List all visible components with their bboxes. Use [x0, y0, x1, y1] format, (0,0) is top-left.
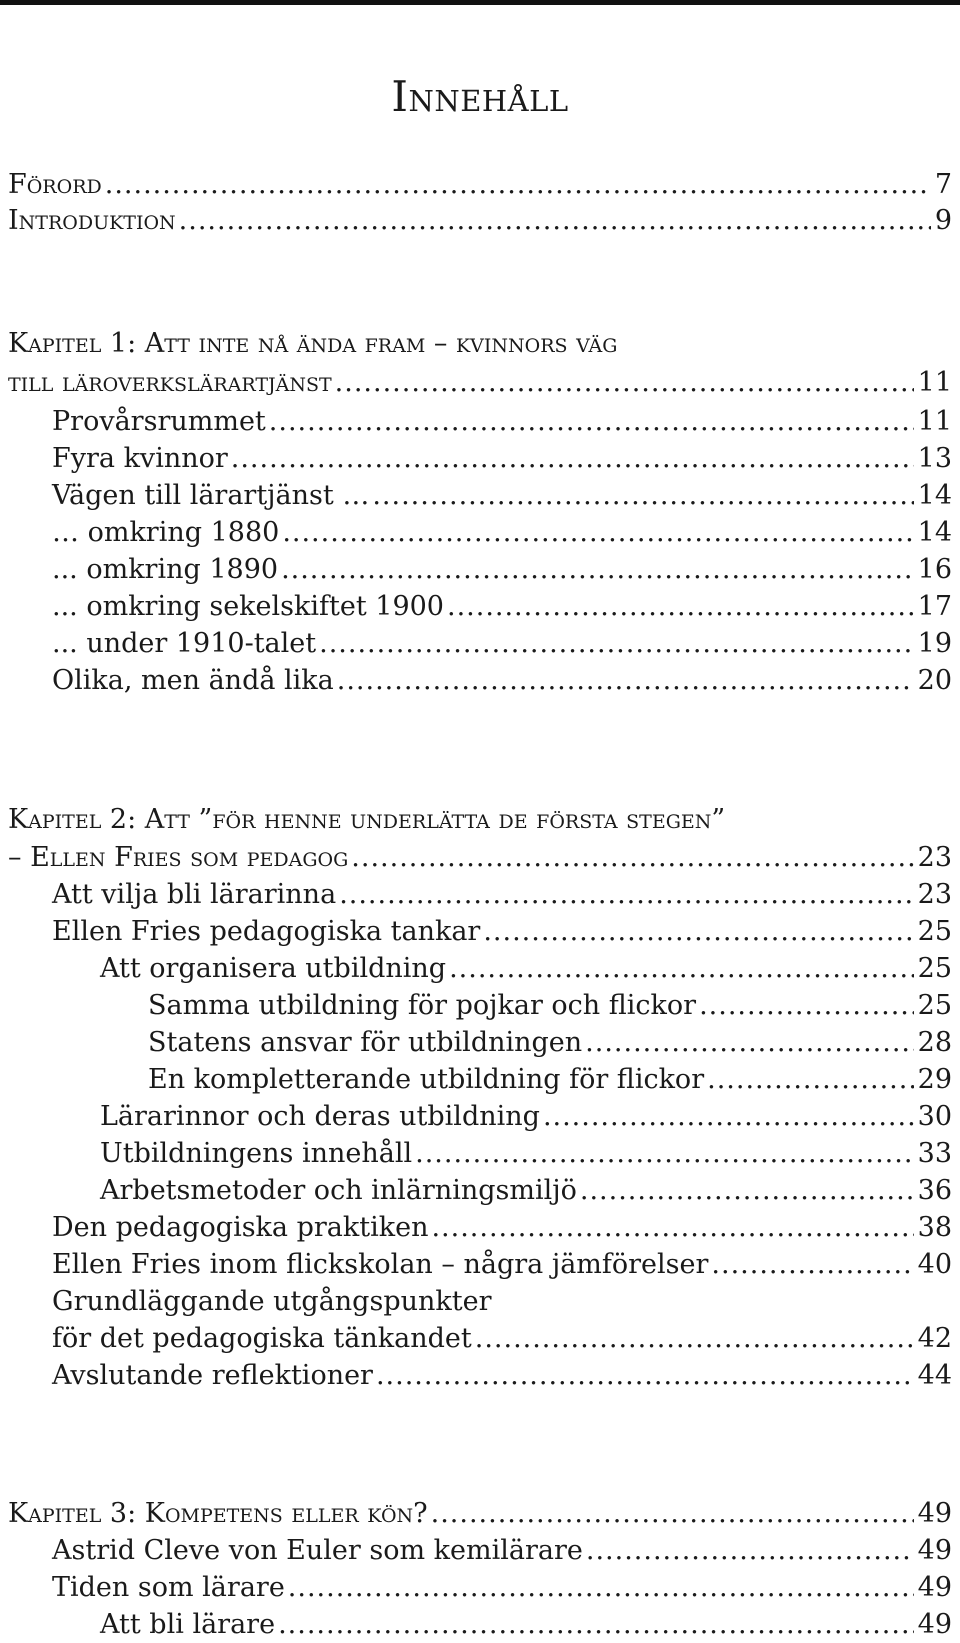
toc-entry[interactable] — [52, 1211, 952, 1245]
dot-leader — [376, 1359, 914, 1393]
dot-leader — [335, 366, 914, 400]
dot-leader — [543, 1100, 914, 1134]
toc-entry-label: Samma utbildning för pojkar och flickor — [148, 990, 697, 1021]
dot-leader — [288, 1571, 914, 1605]
toc-page-number: 11 — [917, 406, 952, 437]
toc-page-number: 20 — [917, 665, 952, 696]
toc-entry[interactable] — [52, 915, 952, 949]
toc-entry[interactable] — [52, 1571, 952, 1605]
toc-page-number: 25 — [917, 916, 952, 947]
toc-page-number: 49 — [917, 1572, 952, 1603]
toc-page-number: 23 — [917, 879, 952, 910]
dot-leader — [337, 664, 914, 698]
toc-entry[interactable] — [52, 516, 952, 550]
toc-entry-label: En kompletterande utbildning för flickor — [148, 1064, 705, 1095]
toc-page-number: 14 — [917, 480, 952, 511]
toc-entry-label: Provårsrummet — [52, 406, 266, 437]
dot-leader — [319, 627, 914, 661]
toc-entry[interactable] — [52, 1322, 952, 1356]
dot-leader — [431, 1497, 914, 1531]
toc-page-number: 33 — [917, 1138, 952, 1169]
dot-leader — [339, 878, 913, 912]
dot-leader — [483, 915, 913, 949]
chapter3-heading[interactable] — [8, 1497, 952, 1531]
toc-page-number: 42 — [917, 1323, 952, 1354]
toc-page-number: 13 — [917, 443, 952, 474]
toc-entry-label: Arbetsmetoder och inlärningsmiljö — [100, 1175, 577, 1206]
toc-page-number: 49 — [917, 1498, 952, 1529]
toc-page-number: 30 — [917, 1101, 952, 1132]
toc-entry[interactable] — [100, 952, 952, 986]
dot-leader — [447, 590, 914, 624]
toc-page-number: 7 — [934, 169, 952, 200]
toc-page-number: 28 — [917, 1027, 952, 1058]
toc-entry-forord[interactable] — [8, 168, 952, 202]
toc-entry[interactable] — [100, 1137, 952, 1171]
dot-leader — [580, 1174, 914, 1208]
toc-entry-label: Lärarinnor och deras utbildning — [100, 1101, 540, 1132]
dot-leader — [281, 553, 914, 587]
toc-entry[interactable] — [52, 405, 952, 439]
toc-entry[interactable] — [52, 553, 952, 587]
toc-page-number: 49 — [917, 1609, 952, 1640]
dot-leader — [179, 204, 931, 238]
dot-leader — [105, 168, 931, 202]
toc-page-number: 49 — [917, 1535, 952, 1566]
toc-entry-label: ... omkring sekelskiftet 1900 — [52, 591, 444, 622]
toc-entry-label: Astrid Cleve von Euler som kemilärare — [52, 1535, 583, 1566]
toc-entry-label: – Ellen Fries som pedagog — [8, 842, 349, 873]
toc-entry-label: för det pedagogiska tänkandet — [52, 1323, 472, 1354]
toc-page-number: 38 — [917, 1212, 952, 1243]
toc-page-number: 44 — [917, 1360, 952, 1391]
dot-leader — [586, 1534, 914, 1568]
toc-entry-label: ... omkring 1890 — [52, 554, 279, 585]
chapter1-heading-line1[interactable]: Kapitel 1: Att inte nå ända fram – kvinnors väg — [8, 328, 618, 359]
toc-entry-label: Avslutande reflektioner — [52, 1360, 373, 1391]
dot-leader — [431, 1211, 913, 1245]
toc-entry-label: Att bli lärare — [100, 1609, 276, 1640]
toc-entry-label[interactable]: Grundläggande utgångspunkter — [52, 1286, 492, 1317]
page-title: Innehåll — [391, 72, 569, 121]
toc-page-number: 25 — [917, 953, 952, 984]
toc-entry-label: Utbildningens innehåll — [100, 1138, 413, 1169]
toc-page-number: 19 — [917, 628, 952, 659]
dot-leader — [415, 1137, 914, 1171]
dot-leader — [585, 1026, 913, 1060]
toc-entry[interactable] — [148, 989, 952, 1023]
dot-leader — [231, 442, 914, 476]
chapter2-heading[interactable] — [8, 841, 952, 875]
toc-entry-label: Tiden som lärare — [52, 1572, 285, 1603]
toc-entry[interactable] — [52, 590, 952, 624]
toc-page-number: 14 — [917, 517, 952, 548]
toc-entry-label: Vägen till lärartjänst … — [52, 480, 370, 511]
toc-entry-label: Statens ansvar för utbildningen — [148, 1027, 583, 1058]
toc-page-number: 17 — [917, 591, 952, 622]
toc-entry[interactable] — [100, 1174, 952, 1208]
toc-entry[interactable] — [52, 442, 952, 476]
toc-entry-label: Att organisera utbildning — [100, 953, 447, 984]
toc-entry-introduktion[interactable] — [8, 204, 952, 238]
toc-entry[interactable] — [52, 1359, 952, 1393]
toc-page-number: 36 — [917, 1175, 952, 1206]
dot-leader — [351, 841, 913, 875]
chapter1-heading[interactable] — [8, 366, 952, 400]
toc-entry[interactable] — [52, 878, 952, 912]
toc-entry-label: Att vilja bli lärarinna — [52, 879, 337, 910]
toc-entry[interactable] — [52, 1534, 952, 1568]
toc-entry-label: Ellen Fries pedagogiska tankar — [52, 916, 481, 947]
dot-leader — [475, 1322, 914, 1356]
toc-entry[interactable] — [52, 664, 952, 698]
dot-leader — [372, 479, 913, 513]
toc-entry-label: Förord — [8, 169, 102, 200]
toc-page-number: 29 — [917, 1064, 952, 1095]
dot-leader — [278, 1608, 914, 1642]
toc-entry[interactable] — [52, 1248, 952, 1282]
dot-leader — [699, 989, 914, 1023]
dot-leader — [711, 1248, 913, 1282]
toc-page-number: 23 — [917, 842, 952, 873]
toc-page-number: 11 — [917, 367, 952, 398]
toc-page-number: 25 — [917, 990, 952, 1021]
toc-entry[interactable] — [100, 1100, 952, 1134]
toc-page-number: 40 — [917, 1249, 952, 1280]
dot-leader — [282, 516, 913, 550]
toc-entry[interactable] — [100, 1608, 952, 1642]
toc-page-number: 16 — [917, 554, 952, 585]
toc-entry-label: Introduktion — [8, 205, 176, 236]
toc-entry[interactable] — [52, 627, 952, 661]
toc-entry-label: till läroverkslärartjänst — [8, 367, 332, 398]
dot-leader — [707, 1063, 914, 1097]
toc-entry-label: Fyra kvinnor — [52, 443, 228, 474]
toc-entry[interactable] — [52, 479, 952, 513]
toc-entry[interactable] — [148, 1026, 952, 1060]
toc-entry[interactable] — [148, 1063, 952, 1097]
dot-leader — [269, 405, 914, 439]
toc-entry-label: ... under 1910-talet — [52, 628, 317, 659]
toc-page-number: 9 — [934, 205, 952, 236]
toc-entry-label: Olika, men ändå lika — [52, 665, 334, 696]
toc-entry-label: Den pedagogiska praktiken — [52, 1212, 429, 1243]
toc-entry-label: Ellen Fries inom flickskolan – några jämförelser — [52, 1249, 709, 1280]
dot-leader — [449, 952, 914, 986]
chapter2-heading-line1[interactable]: Kapitel 2: Att ”för henne underlätta de första stegen” — [8, 804, 726, 835]
top-rule — [0, 0, 960, 5]
toc-entry-label: Kapitel 3: Kompetens eller kön? — [8, 1498, 428, 1529]
toc-entry-label: … omkring 1880 — [52, 517, 280, 548]
